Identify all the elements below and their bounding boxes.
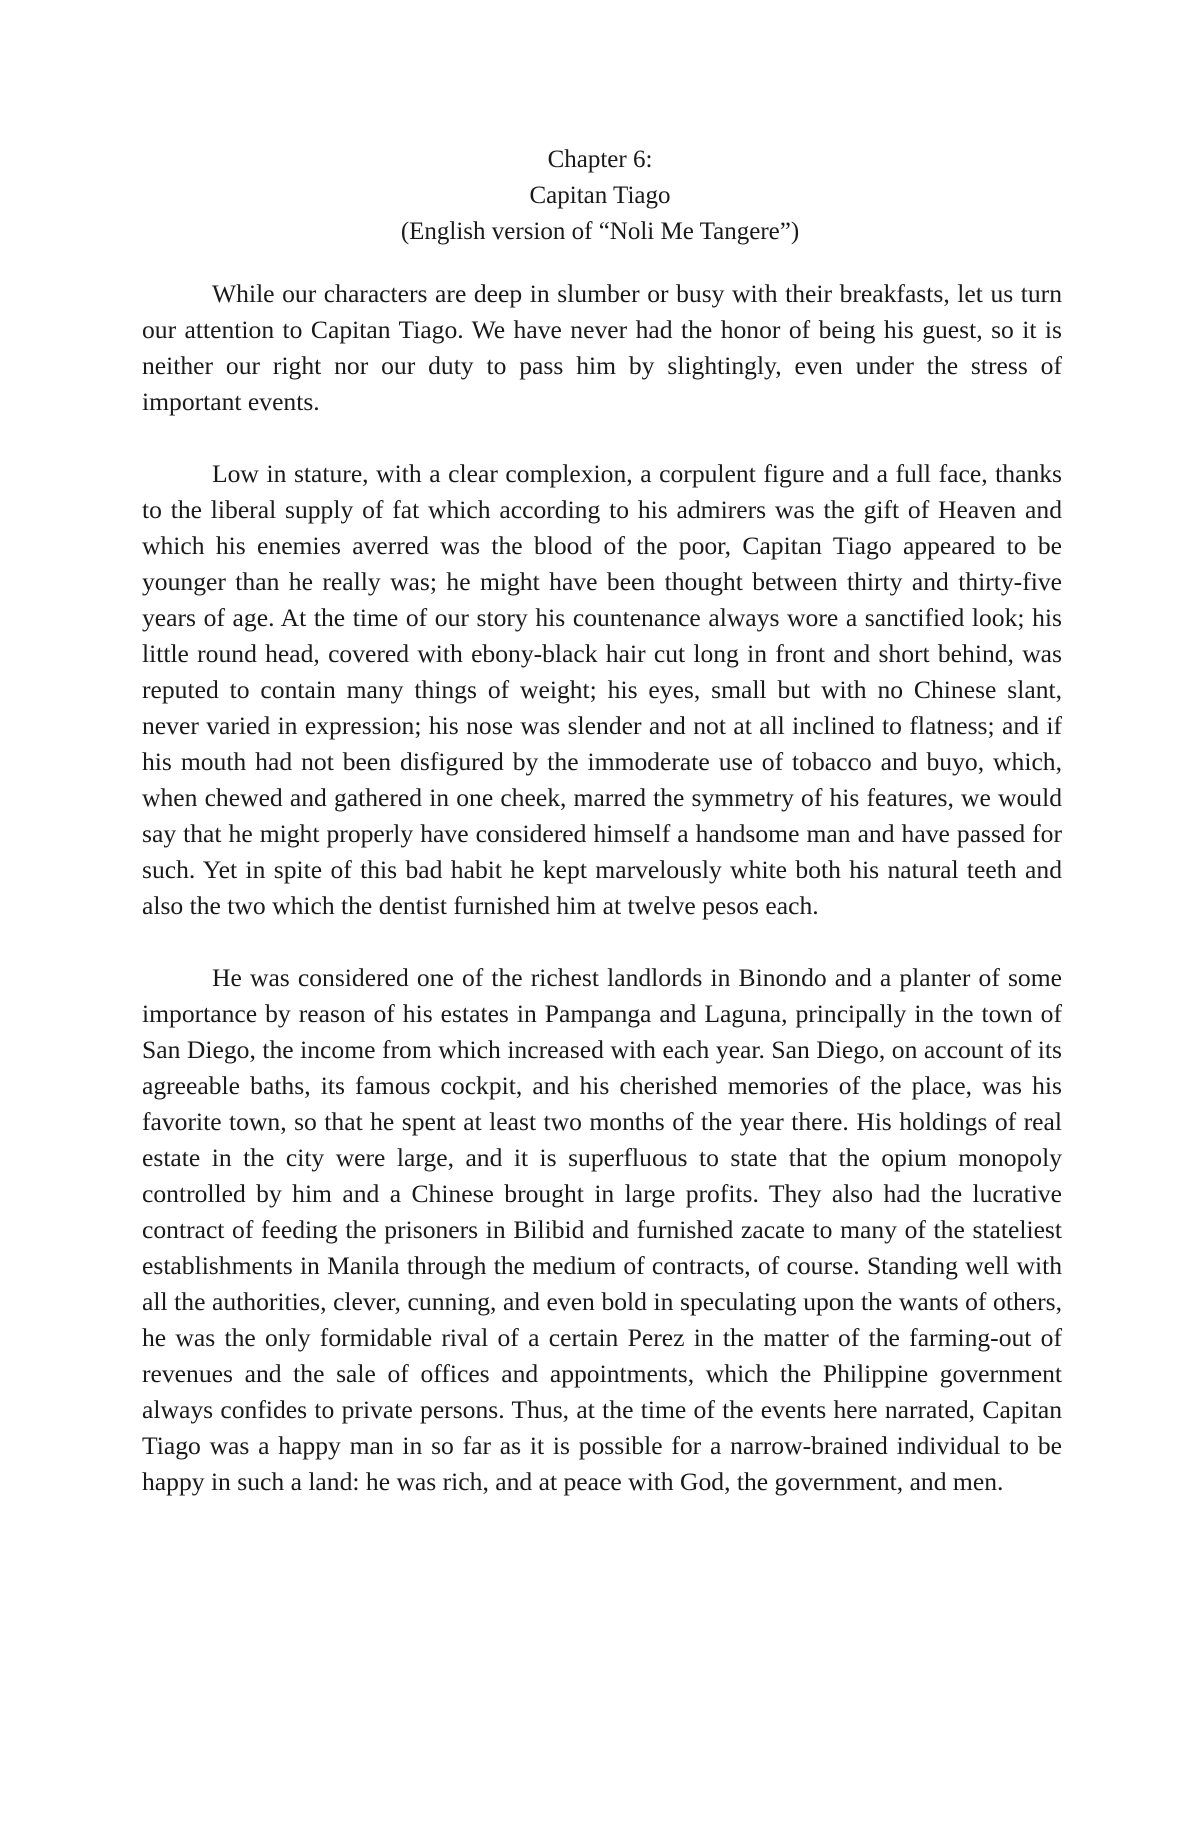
chapter-subtitle: (English version of “Noli Me Tangere”) [400, 218, 800, 245]
chapter-title: Capitan Tiago [529, 182, 671, 209]
paragraph-2: Low in stature, with a clear complexion, a corpulent figure and a full face, thanks to the liberal supply of fat which according to his admirers was the gift of Heaven and which his enemies averred was the blood of the poor, Capitan Tiago appeared to be younger than he really was; he might have been thought between thirty and thirty-five years of age. At the time of our story his countenance always wore a sanctified look; his little round head, covered with ebony-black hair cut long in front and short behind, was reputed to contain many things of weight; his eyes, small but with no Chinese slant, never varied in expression; his nose was slender and not at all inclined to flatness; and if his mouth had not been disfigured by the immoderate use of tobacco and buyo, which, when chewed and gathered in one cheek, marred the symmetry of his features, we would say that he might properly have considered himself a handsome man and have passed for such. Yet in spite of this bad habit he kept marvelously white both his natural teeth and also the two which the dentist furnished him at twelve pesos each. [142, 459, 1062, 920]
paragraph-1: While our characters are deep in slumber or busy with their breakfasts, let us turn our attention to Capitan Tiago. We have never had the honor of being his guest, so it is neither our right nor our duty to pass him by slightingly, even under the stress of important events. [142, 279, 1062, 416]
chapter-heading [0, 142, 1200, 250]
chapter-label: Chapter 6: [547, 146, 653, 173]
paragraph-3: He was considered one of the richest landlords in Binondo and a planter of some importance by reason of his estates in Pampanga and Laguna, principally in the town of San Diego, the income from which increased with each year. San Diego, on account of its agreeable baths, its famous cockpit, and his cherished memories of the place, was his favorite town, so that he spent at least two months of the year there. His holdings of real estate in the city were large, and it is superfluous to state that the opium monopoly controlled by him and a Chinese brought in large profits. They also had the lucrative contract of feeding the prisoners in Bilibid and furnished zacate to many of the stateliest establishments in Manila through the medium of contracts, of course. Standing well with all the authorities, clever, cunning, and even bold in speculating upon the wants of others, he was the only formidable rival of a certain Perez in the matter of the farming-out of revenues and the sale of offices and appointments, which the Philippine government always confides to private persons. Thus, at the time of the events here narrated, Capitan Tiago was a happy man in so far as it is possible for a narrow-brained individual to be happy in such a land: he was rich, and at peace with God, the government, and men. [142, 963, 1062, 1496]
chapter-body [142, 276, 1062, 1536]
